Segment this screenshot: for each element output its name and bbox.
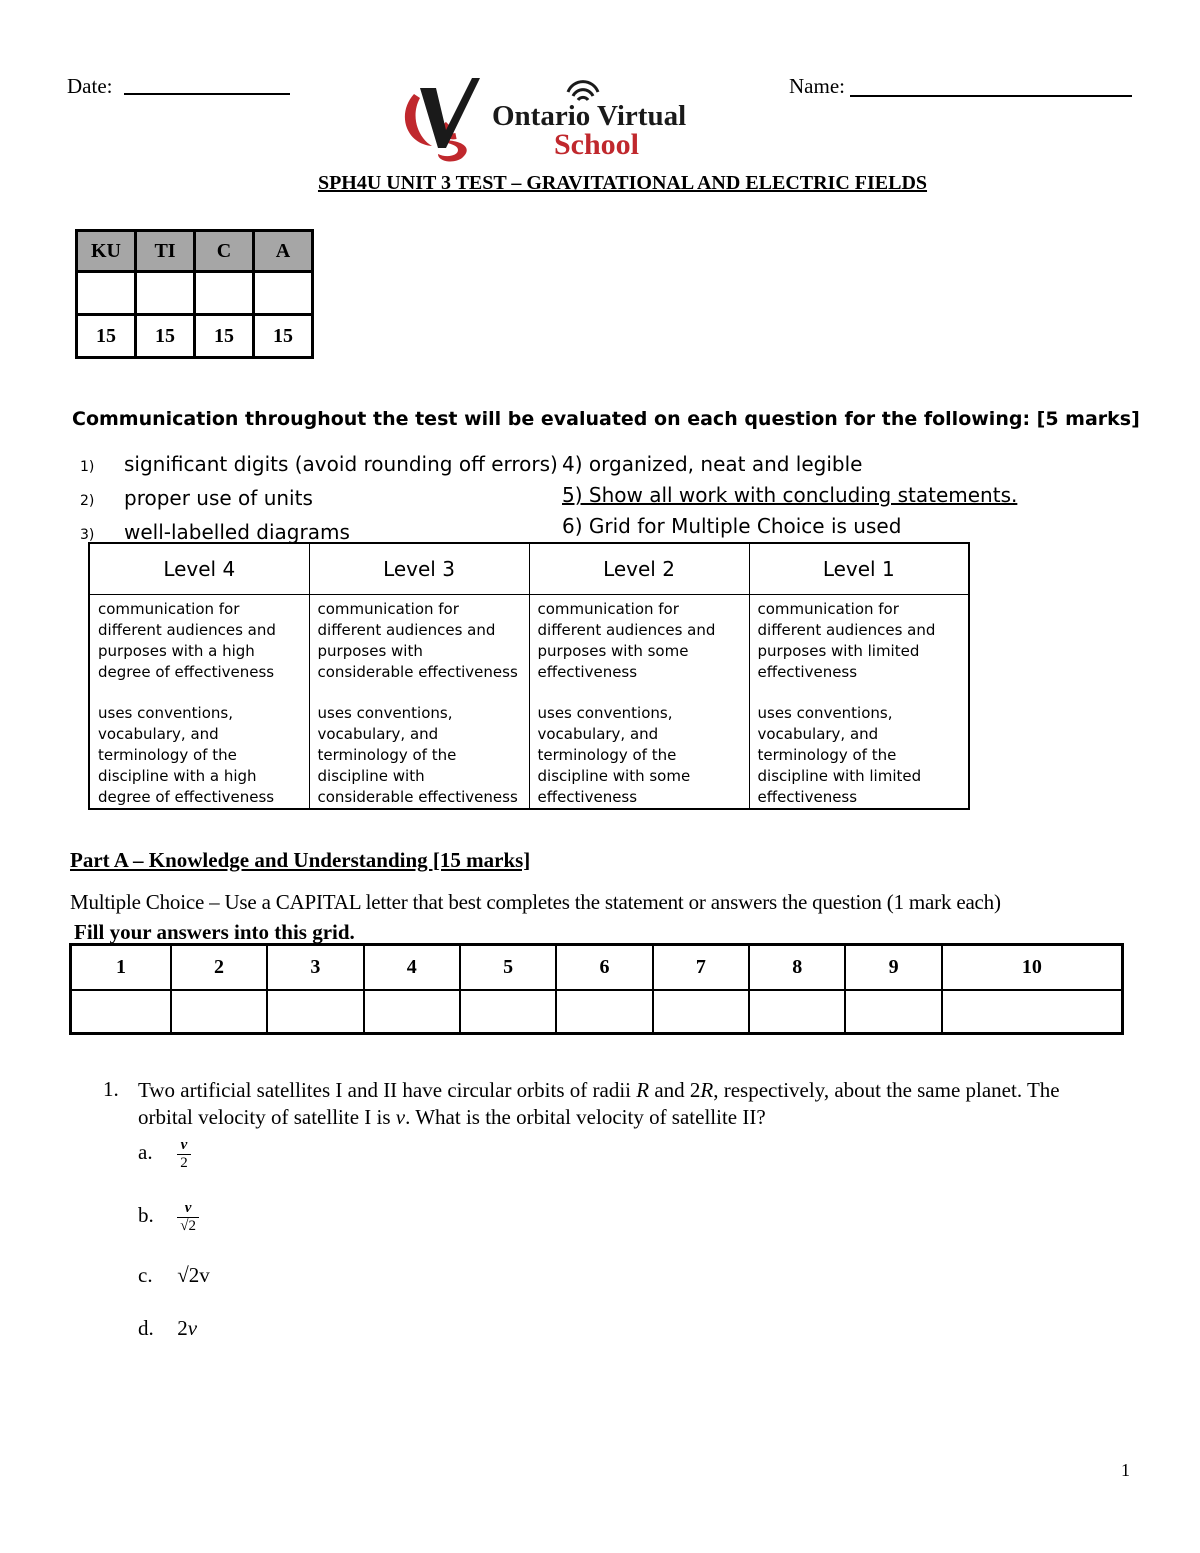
grid-header-cell: 6 (556, 945, 652, 991)
grid-header-cell: 1 (71, 945, 171, 991)
grid-answer-cell[interactable] (267, 990, 363, 1034)
criteria-text: significant digits (avoid rounding off errors) (124, 452, 558, 476)
grid-answer-cell[interactable] (749, 990, 845, 1034)
grid-header-cell: 9 (845, 945, 941, 991)
criteria-text: well-labelled diagrams (124, 520, 350, 544)
grid-answer-cell[interactable] (653, 990, 749, 1034)
rubric-text: uses conventions, vocabulary, and terminology of the discipline with considerable effectiveness (317, 704, 518, 806)
marks-header-ku: KU (77, 231, 136, 272)
rubric-cell-level4 (89, 595, 309, 810)
name-field[interactable] (850, 95, 1132, 97)
marks-header-ti: TI (136, 231, 195, 272)
rubric-text: communication for different audiences and purposes with a high degree of effectiveness (98, 600, 276, 681)
criteria-text: proper use of units (124, 486, 313, 510)
logo-text-school: School (554, 128, 640, 161)
option-label: d. (138, 1316, 154, 1340)
option-fraction: $\frac{v}{2}$ (177, 1137, 191, 1172)
rubric-text: uses conventions, vocabulary, and terminology of the discipline with a high degree of effectiveness (98, 704, 275, 806)
option-c (138, 1263, 210, 1288)
question-text: Two artificial satellites I and II have circular orbits of radii R and 2R, respectively, about the same planet. The orbital velocity of satellite I is v. What is the orbital velocity of satellite II? (138, 1078, 1060, 1129)
name-label: Name: (789, 74, 845, 98)
option-d (138, 1316, 197, 1341)
grid-header-cell: 7 (653, 945, 749, 991)
marks-total-ti: 15 (136, 315, 195, 358)
grid-answer-cell[interactable] (364, 990, 460, 1034)
marks-total-c: 15 (195, 315, 254, 358)
rubric-text: communication for different audiences and purposes with considerable effectiveness (317, 600, 518, 681)
marks-total-a: 15 (254, 315, 313, 358)
grid-answer-cell[interactable] (460, 990, 556, 1034)
rubric-cell-level1 (749, 595, 969, 810)
date-label: Date: (67, 74, 113, 98)
page-number: 1 (1121, 1460, 1130, 1480)
option-b (138, 1200, 199, 1235)
criteria-item (80, 483, 558, 517)
marks-total-ku: 15 (77, 315, 136, 358)
grid-header-cell: 8 (749, 945, 845, 991)
option-label: c. (138, 1263, 153, 1287)
page-title: SPH4U UNIT 3 TEST – GRAVITATIONAL AND ELECTRIC FIELDS (317, 172, 928, 194)
part-a-title: Part A – Knowledge and Understanding [15 marks] (70, 848, 531, 872)
marks-score-cell[interactable] (77, 272, 136, 315)
rubric-text: communication for different audiences and purposes with some effectiveness (537, 600, 716, 681)
grid-header-cell: 2 (171, 945, 267, 991)
criteria-number: 3) (80, 527, 95, 543)
rubric-cell-level2 (529, 595, 749, 810)
rubric-text: uses conventions, vocabulary, and terminology of the discipline with some effectiveness (537, 704, 691, 806)
criteria-item: 4) organized, neat and legible (562, 452, 863, 476)
option-a (138, 1137, 191, 1172)
grid-header-cell: 4 (364, 945, 460, 991)
grid-answer-cell[interactable] (845, 990, 941, 1034)
date-field[interactable] (124, 93, 290, 95)
rubric-cell-level3 (309, 595, 529, 810)
criteria-item (80, 449, 558, 483)
criteria-item: 6) Grid for Multiple Choice is used (562, 514, 902, 538)
option-value: 2v (177, 1316, 198, 1340)
grid-answer-cell[interactable] (171, 990, 267, 1034)
rubric-text: communication for different audiences and purposes with limited effectiveness (757, 600, 936, 681)
criteria-number: 2) (80, 493, 95, 509)
marks-table (75, 229, 314, 359)
part-a-instruction: Multiple Choice – Use a CAPITAL letter that best completes the statement or answers the question (1 mark each) (70, 890, 1001, 914)
criteria-list-right (562, 449, 1017, 542)
option-fraction: $\frac{v}{√2}$ (177, 1200, 199, 1235)
grid-answer-cell[interactable] (71, 990, 171, 1034)
part-a-fill-note: Fill your answers into this grid. (74, 920, 355, 944)
logo-text-ontario-virtual: Ontario Virtual (492, 100, 687, 132)
grid-answer-cell[interactable] (556, 990, 652, 1034)
marks-header-a: A (254, 231, 313, 272)
marks-header-c: C (195, 231, 254, 272)
marks-score-cell[interactable] (254, 272, 313, 315)
grid-header-cell: 5 (460, 945, 556, 991)
rubric-table (88, 542, 970, 810)
option-label: b. (138, 1203, 154, 1228)
criteria-item: 5) Show all work with concluding statements. (562, 483, 1018, 507)
grid-answer-cell[interactable] (942, 990, 1123, 1034)
marks-score-cell[interactable] (136, 272, 195, 315)
rubric-header-level2: Level 2 (529, 543, 749, 595)
rubric-header-level4: Level 4 (89, 543, 309, 595)
criteria-list-left (80, 449, 558, 551)
answer-grid (69, 943, 1124, 1035)
rubric-header-level3: Level 3 (309, 543, 529, 595)
grid-header-cell: 10 (942, 945, 1123, 991)
grid-header-cell: 3 (267, 945, 363, 991)
question-number: 1. (103, 1077, 119, 1101)
option-label: a. (138, 1140, 153, 1165)
wifi-icon (568, 82, 598, 100)
criteria-number: 1) (80, 459, 95, 475)
rubric-header-level1: Level 1 (749, 543, 969, 595)
marks-score-cell[interactable] (195, 272, 254, 315)
communication-heading: Communication throughout the test will be evaluated on each question for the following: [5 marks] (72, 408, 1140, 430)
rubric-text: uses conventions, vocabulary, and terminology of the discipline with limited effectiveness (757, 704, 922, 806)
option-value: √2v (177, 1263, 210, 1287)
